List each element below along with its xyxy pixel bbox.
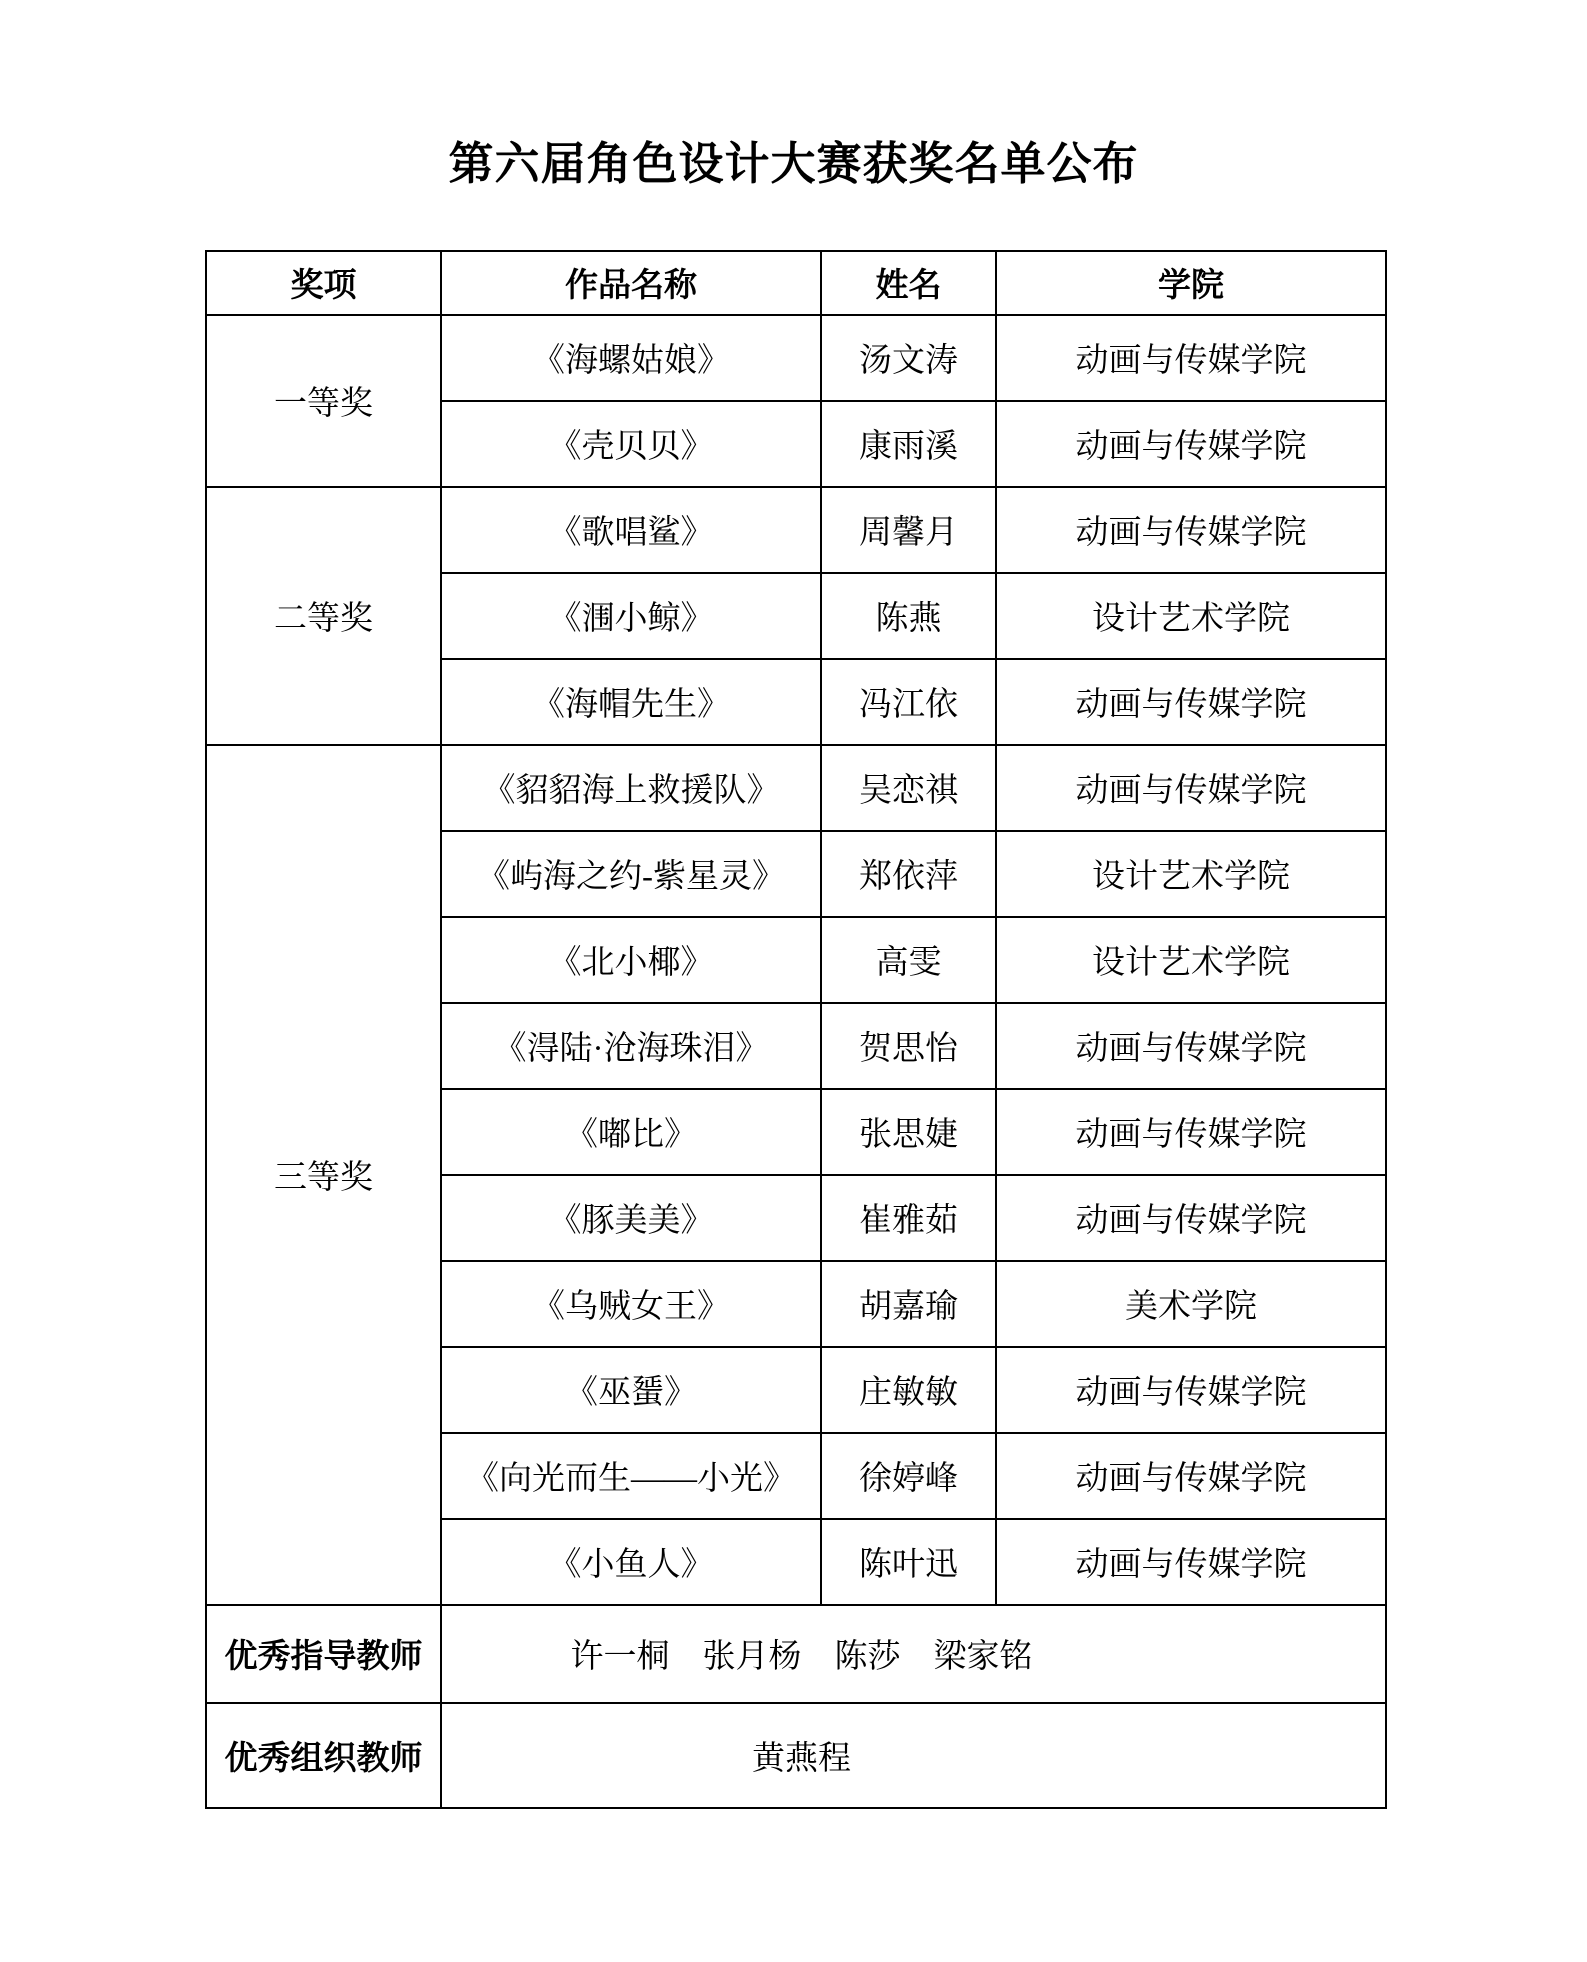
name-cell: 张思婕 <box>821 1089 996 1175</box>
work-cell: 《北小椰》 <box>441 917 821 1003</box>
work-cell: 《貂貂海上救援队》 <box>441 745 821 831</box>
work-cell: 《壳贝贝》 <box>441 401 821 487</box>
award-tier-cell: 三等奖 <box>206 745 441 1605</box>
college-cell: 设计艺术学院 <box>996 831 1386 917</box>
work-cell: 《乌贼女王》 <box>441 1261 821 1347</box>
work-cell: 《嘟比》 <box>441 1089 821 1175</box>
name-cell: 冯江依 <box>821 659 996 745</box>
guidance-teachers-names: 许一桐 张月杨 陈莎 梁家铭 <box>441 1605 1386 1703</box>
name-cell: 汤文涛 <box>821 315 996 401</box>
college-cell: 动画与传媒学院 <box>996 1347 1386 1433</box>
table-row-guidance-teachers <box>206 1605 1386 1703</box>
work-cell: 《巫蜑》 <box>441 1347 821 1433</box>
table-row <box>206 745 1386 831</box>
college-cell: 动画与传媒学院 <box>996 659 1386 745</box>
college-cell: 动画与传媒学院 <box>996 1089 1386 1175</box>
college-cell: 动画与传媒学院 <box>996 1433 1386 1519</box>
work-cell: 《歌唱鲨》 <box>441 487 821 573</box>
name-cell: 贺思怡 <box>821 1003 996 1089</box>
header-award: 奖项 <box>206 251 441 315</box>
work-cell: 《涠小鲸》 <box>441 573 821 659</box>
award-tier-cell: 二等奖 <box>206 487 441 745</box>
name-cell: 吴恋祺 <box>821 745 996 831</box>
college-cell: 动画与传媒学院 <box>996 487 1386 573</box>
name-cell: 崔雅茹 <box>821 1175 996 1261</box>
table-row <box>206 315 1386 401</box>
name-cell: 陈叶迅 <box>821 1519 996 1605</box>
table-header-row <box>206 251 1386 315</box>
work-cell: 《屿海之约-紫星灵》 <box>441 831 821 917</box>
page-title: 第六届角色设计大赛获奖名单公布 <box>448 139 1139 189</box>
name-cell: 徐婷峰 <box>821 1433 996 1519</box>
work-cell: 《海帽先生》 <box>441 659 821 745</box>
college-cell: 设计艺术学院 <box>996 573 1386 659</box>
college-cell: 动画与传媒学院 <box>996 1003 1386 1089</box>
work-cell: 《海螺姑娘》 <box>441 315 821 401</box>
organizing-teacher-label: 优秀组织教师 <box>206 1703 441 1808</box>
college-cell: 动画与传媒学院 <box>996 1519 1386 1605</box>
guidance-teachers-label: 优秀指导教师 <box>206 1605 441 1703</box>
header-college: 学院 <box>996 251 1386 315</box>
name-cell: 庄敏敏 <box>821 1347 996 1433</box>
work-cell: 《豚美美》 <box>441 1175 821 1261</box>
award-tier-cell: 一等奖 <box>206 315 441 487</box>
table-row <box>206 487 1386 573</box>
college-cell: 动画与传媒学院 <box>996 745 1386 831</box>
award-winners-table <box>205 250 1387 1809</box>
name-cell: 康雨溪 <box>821 401 996 487</box>
college-cell: 设计艺术学院 <box>996 917 1386 1003</box>
name-cell: 高雯 <box>821 917 996 1003</box>
header-work: 作品名称 <box>441 251 821 315</box>
table-row-organizing-teacher <box>206 1703 1386 1808</box>
header-name: 姓名 <box>821 251 996 315</box>
college-cell: 动画与传媒学院 <box>996 315 1386 401</box>
name-cell: 周馨月 <box>821 487 996 573</box>
name-cell: 胡嘉瑜 <box>821 1261 996 1347</box>
work-cell: 《小鱼人》 <box>441 1519 821 1605</box>
organizing-teacher-name: 黄燕程 <box>441 1703 1386 1808</box>
work-cell: 《向光而生——小光》 <box>441 1433 821 1519</box>
college-cell: 动画与传媒学院 <box>996 1175 1386 1261</box>
college-cell: 美术学院 <box>996 1261 1386 1347</box>
college-cell: 动画与传媒学院 <box>996 401 1386 487</box>
name-cell: 郑依萍 <box>821 831 996 917</box>
name-cell: 陈燕 <box>821 573 996 659</box>
work-cell: 《淂陆·沧海珠泪》 <box>441 1003 821 1089</box>
